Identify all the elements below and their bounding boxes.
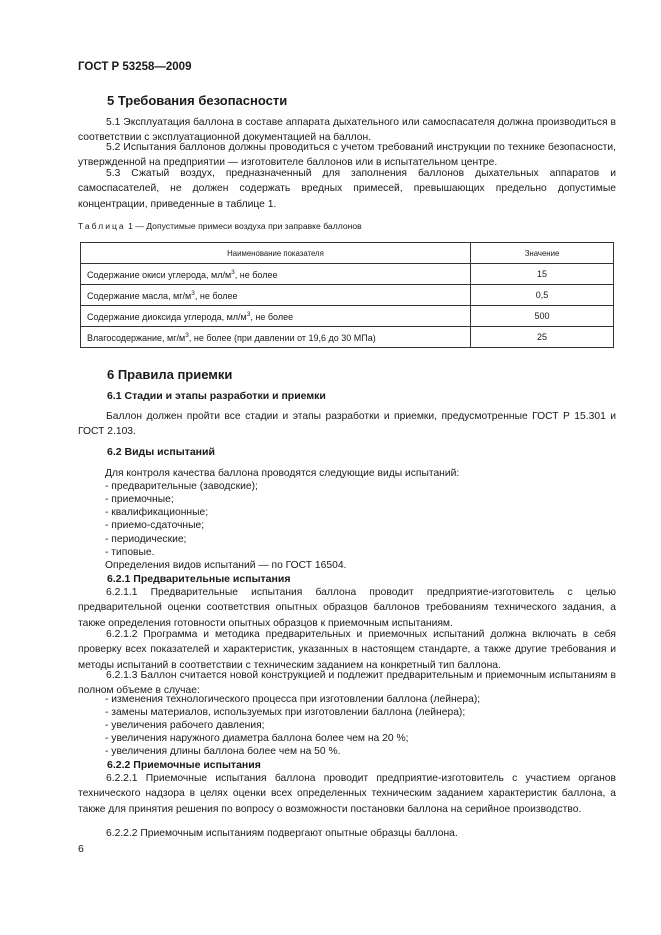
page-number: 6 xyxy=(78,843,84,855)
header-indicator: Наименование показателя xyxy=(81,243,471,264)
document-header: ГОСТ Р 53258—2009 xyxy=(78,61,192,73)
paragraph-6-2-2-1: 6.2.2.1 Приемочные испытания баллона проводит предприятие-изготовитель с участием органов технического надзора в целях оценки всех определенных техническим заданием характеристик баллона, а также для принятия решения по вопросу о возможности постановки баллона на серийное производство. xyxy=(78,773,616,815)
paragraph-5-3: 5.3 Сжатый воздух, предназначенный для заполнения баллонов дыхательных аппаратов и самоспасателей, не должен содержать вредных примесей, превышающих предельно допустимые концентрации, приведенные в таблице 1. xyxy=(78,168,616,210)
table-row xyxy=(81,327,614,348)
list-item: - увеличения длины баллона более чем на 50 %. xyxy=(105,746,341,757)
header-value: Значение xyxy=(471,243,614,264)
table-caption xyxy=(78,221,362,231)
impurities-table xyxy=(80,242,614,348)
section-6-title: 6 Правила приемки xyxy=(107,367,233,382)
list-item: - изменения технологического процесса при изготовлении баллона (лейнера); xyxy=(105,694,481,705)
list-item: - приемочные; xyxy=(105,494,174,505)
paragraph-definitions: Определения видов испытаний — по ГОСТ 16504. xyxy=(105,560,347,571)
list-item: - типовые. xyxy=(105,547,155,558)
row-value: 500 xyxy=(471,306,614,327)
paragraph-5-2: 5.2 Испытания баллонов должны проводиться с учетом требований инструкции по технике безопасности, утвержденной на предприятии — изготовителе баллонов или в испытательном центре. xyxy=(78,142,616,169)
table-row xyxy=(81,264,614,285)
section-6-2-2-title: 6.2.2 Приемочные испытания xyxy=(107,759,261,771)
list-item: - увеличения рабочего давления; xyxy=(105,720,265,731)
table-caption-text: 1 — Допустимые примеси воздуха при заправке баллонов xyxy=(128,221,362,231)
paragraph-6-2-intro: Для контроля качества баллона проводятся следующие виды испытаний: xyxy=(105,468,460,479)
list-item: - квалификационные; xyxy=(105,507,209,518)
paragraph-6-2-1-2: 6.2.1.2 Программа и методика предварительных и приемочных испытаний должна включать в себя проверку всех показателей и характеристик, указанных в настоящем стандарте, а также другие требования и методы испытаний в соответствии с техническим заданием на конкретный тип баллона. xyxy=(78,629,616,671)
row-value: 0,5 xyxy=(471,285,614,306)
table-row xyxy=(81,285,614,306)
section-5-title: 5 Требования безопасности xyxy=(107,93,288,108)
table-header-row xyxy=(81,243,614,264)
table-caption-label: Таблица xyxy=(78,221,126,231)
row-value: 15 xyxy=(471,264,614,285)
paragraph-6-1: Баллон должен пройти все стадии и этапы разработки и приемки, предусмотренные ГОСТ Р 15.301 и ГОСТ 2.103. xyxy=(78,411,616,438)
row-name: Содержание диоксида углерода, $мл/м^3$, не более xyxy=(81,306,471,327)
row-name: Содержание окиси углерода, $мл/м^3$, не более xyxy=(81,264,471,285)
list-item: - периодические; xyxy=(105,534,187,545)
paragraph-5-1: 5.1 Эксплуатация баллона в составе аппарата дыхательного или самоспасателя должна производиться в соответствии с эксплуатационной документацией на баллон. xyxy=(78,117,616,144)
row-value: 25 xyxy=(471,327,614,348)
section-6-2-title: 6.2 Виды испытаний xyxy=(107,446,215,458)
list-item: - увеличения наружного диаметра баллона более чем на 20 %; xyxy=(105,733,409,744)
paragraph-6-2-1-1: 6.2.1.1 Предварительные испытания баллона проводит предприятие-изготовитель с целью предварительной оценки соответствия опытных образцов баллонов требованиям технического задания, а также определения готовности опытных образцов к приемочным испытаниям. xyxy=(78,587,616,629)
paragraph-6-2-1-3: 6.2.1.3 Баллон считается новой конструкцией и подлежит предварительным и приемочным испытаниям в полном объеме в случае: xyxy=(78,670,616,697)
row-name: Содержание масла, $мг/м^3$, не более xyxy=(81,285,471,306)
list-item: - приемо-сдаточные; xyxy=(105,520,205,531)
row-name: Влагосодержание, $мг/м^3$, не более (при давлении от 19,6 до 30 МПа) xyxy=(81,327,471,348)
list-item: - предварительные (заводские); xyxy=(105,481,258,492)
table-row xyxy=(81,306,614,327)
section-6-2-1-title: 6.2.1 Предварительные испытания xyxy=(107,573,291,585)
section-6-1-title: 6.1 Стадии и этапы разработки и приемки xyxy=(107,390,326,402)
paragraph-6-2-2-2: 6.2.2.2 Приемочным испытаниям подвергают опытные образцы баллона. xyxy=(106,828,458,839)
list-item: - замены материалов, используемых при изготовлении баллона (лейнера); xyxy=(105,707,466,718)
